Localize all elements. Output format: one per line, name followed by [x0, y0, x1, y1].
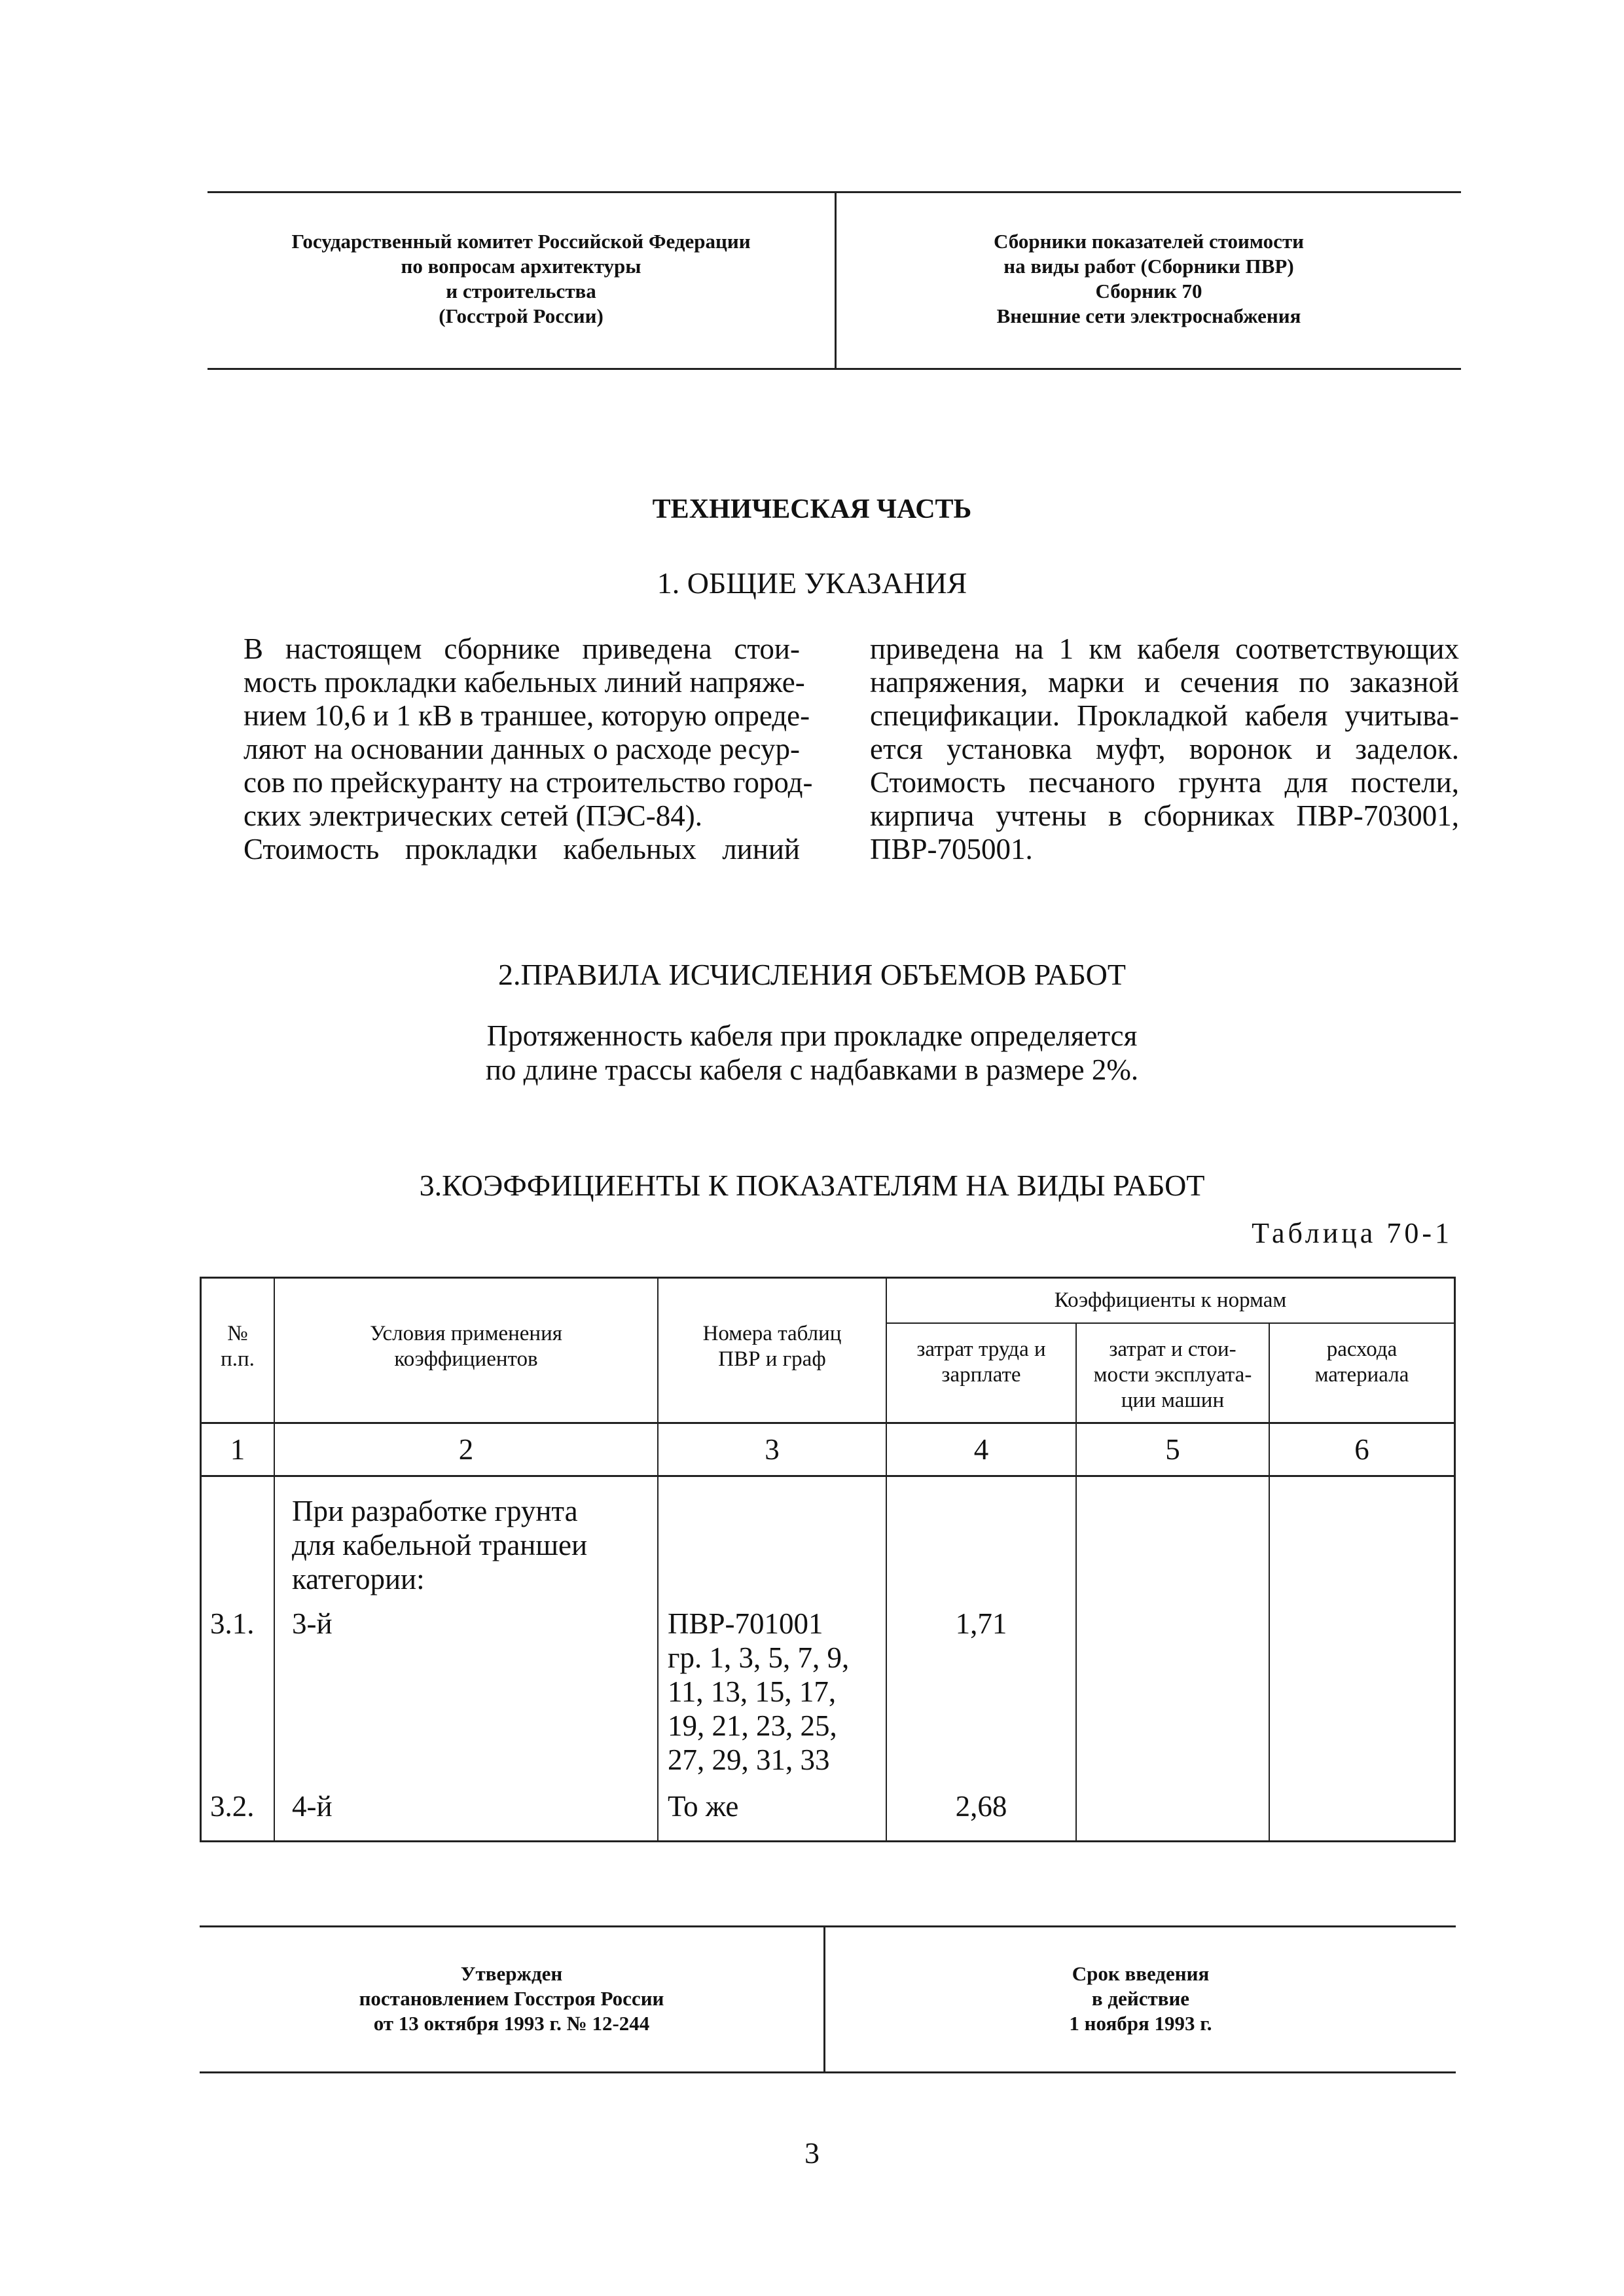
text-line: В настоящем сборнике приведена стои-	[244, 632, 800, 665]
col-header-table-refs	[659, 1321, 886, 1372]
header-text: Коэффициенты к нормам	[1054, 1288, 1287, 1312]
page-title: ТЕХНИЧЕСКАЯ ЧАСТЬ	[652, 494, 972, 524]
col-header-num	[202, 1321, 274, 1372]
table-intro-text	[292, 1494, 587, 1596]
header-left-line: (Госстрой России)	[439, 304, 604, 327]
header-bottom-rule	[208, 368, 1461, 370]
footer-right-line: 1 ноября 1993 г.	[1069, 2012, 1212, 2035]
table-rule	[1454, 1277, 1456, 1842]
footer-right-line: Срок введения	[1072, 1962, 1210, 1985]
header-right-line: Внешние сети электроснабжения	[996, 304, 1301, 327]
group-header-coefficients	[887, 1288, 1454, 1313]
table-rule	[1269, 1322, 1270, 1842]
page-number: 3	[804, 2136, 820, 2170]
header-text: коэффициентов	[394, 1347, 538, 1371]
footer-left-line: Утвержден	[460, 1962, 563, 1985]
header-right-block	[837, 229, 1461, 329]
text-line: 27, 29, 31, 33	[668, 1743, 830, 1776]
text-line: нием 10,6 и 1 кВ в траншее, которую опреде-	[244, 699, 810, 732]
table-row-condition: 3-й	[292, 1607, 333, 1640]
footer-left-line: постановлением Госстроя России	[359, 1987, 664, 2010]
text-line: ется установка муфт, воронок и заделок.	[870, 733, 1459, 765]
header-text: ции машин	[1121, 1389, 1225, 1412]
header-right-line: Сборники показателей стоимости	[994, 230, 1304, 253]
approval-block	[200, 1961, 823, 2036]
effective-date-block	[825, 1961, 1456, 2036]
header-text: №	[227, 1322, 248, 1345]
header-left-line: и строительства	[446, 280, 596, 302]
header-right-line: Сборник 70	[1095, 280, 1202, 302]
col-number: 1	[230, 1433, 245, 1466]
table-row-refs	[668, 1607, 849, 1777]
header-right-line: на виды работ (Сборники ПВР)	[1003, 255, 1294, 278]
table-row-num: 3.1.	[210, 1607, 255, 1640]
col-header-machines	[1077, 1337, 1269, 1413]
section-1-right-column	[870, 632, 1459, 866]
table-rule	[200, 1475, 1456, 1477]
header-text: материала	[1314, 1363, 1409, 1387]
text-line: ских электрических сетей (ПЭС-84).	[244, 799, 702, 832]
text-line: Стоимость песчаного грунта для постели,	[870, 766, 1459, 799]
footer-bottom-rule	[200, 2071, 1456, 2073]
header-left-block	[208, 229, 835, 329]
text-line: категории:	[292, 1563, 425, 1595]
table-row-labor: 2,68	[955, 1790, 1007, 1823]
col-number: 3	[765, 1433, 780, 1466]
col-header-conditions	[275, 1321, 657, 1372]
text-line: кирпича учтены в сборниках ПВР-703001,	[870, 799, 1459, 832]
col-number: 6	[1354, 1433, 1369, 1466]
text-line: ляют на основании данных о расходе ресур-	[244, 733, 800, 765]
footer-top-rule	[200, 1925, 1456, 1927]
header-text: Номера таблиц	[702, 1322, 842, 1345]
col-header-labor	[887, 1337, 1075, 1388]
text-line: ПВР-701001	[668, 1607, 823, 1640]
text-line: То же	[668, 1790, 739, 1823]
footer-right-line: в действие	[1091, 1987, 1190, 2010]
section-1-left-column	[244, 632, 813, 866]
table-row-num: 3.2.	[210, 1790, 255, 1823]
col-number: 2	[458, 1433, 474, 1466]
section-1-heading: 1. ОБЩИЕ УКАЗАНИЯ	[657, 566, 967, 600]
text-line: При разработке грунта	[292, 1495, 578, 1527]
header-text: затрат и стои-	[1109, 1338, 1236, 1361]
section-3-heading: 3.КОЭФФИЦИЕНТЫ К ПОКАЗАТЕЛЯМ НА ВИДЫ РАБОТ	[419, 1169, 1205, 1202]
text-line: спецификации. Прокладкой кабеля учитыва-	[870, 699, 1459, 732]
table-rule	[200, 1422, 1456, 1424]
text-line: 19, 21, 23, 25,	[668, 1709, 837, 1742]
footer-left-line: от 13 октября 1993 г. № 12-244	[373, 2012, 650, 2035]
table-rule	[200, 1840, 1456, 1842]
header-text: зарплате	[941, 1363, 1021, 1387]
table-caption: Таблица 70-1	[1252, 1217, 1453, 1249]
section-2-heading: 2.ПРАВИЛА ИСЧИСЛЕНИЯ ОБЪЕМОВ РАБОТ	[498, 958, 1126, 991]
header-text: затрат труда и	[916, 1338, 1046, 1361]
table-rule	[200, 1277, 1456, 1279]
text-line: напряжения, марки и сечения по заказной	[870, 666, 1459, 699]
section-2-text	[0, 1019, 1624, 1087]
col-header-material	[1270, 1337, 1454, 1388]
text-line: для кабельной траншеи	[292, 1529, 588, 1561]
text-line: Протяженность кабеля при прокладке определяется	[486, 1019, 1138, 1052]
text-line: Стоимость прокладки кабельных линий	[244, 833, 800, 866]
table-rule	[886, 1322, 1456, 1324]
header-text: п.п.	[221, 1347, 255, 1371]
table-row-labor: 1,71	[955, 1607, 1007, 1640]
header-text: расхода	[1326, 1338, 1398, 1361]
header-text: Условия применения	[370, 1322, 562, 1345]
header-left-line: Государственный комитет Российской Федерации	[291, 230, 751, 253]
text-line: гр. 1, 3, 5, 7, 9,	[668, 1641, 850, 1674]
col-number: 5	[1165, 1433, 1180, 1466]
text-line: 11, 13, 15, 17,	[668, 1675, 837, 1708]
table-row-condition: 4-й	[292, 1790, 333, 1823]
header-left-line: по вопросам архитектуры	[401, 255, 641, 278]
text-line: по длине трассы кабеля с надбавками в размере 2%.	[485, 1053, 1139, 1086]
text-line: сов по прейскуранту на строительство город-	[244, 766, 813, 799]
table-row-refs	[668, 1789, 738, 1823]
header-text: мости эксплуата-	[1093, 1363, 1252, 1387]
text-line: ПВР-705001.	[870, 833, 1033, 866]
text-line: приведена на 1 км кабеля соответствующих	[870, 632, 1459, 665]
header-text: ПВР и граф	[718, 1347, 826, 1371]
col-number: 4	[973, 1433, 989, 1466]
text-line: мость прокладки кабельных линий напряже-	[244, 666, 805, 699]
